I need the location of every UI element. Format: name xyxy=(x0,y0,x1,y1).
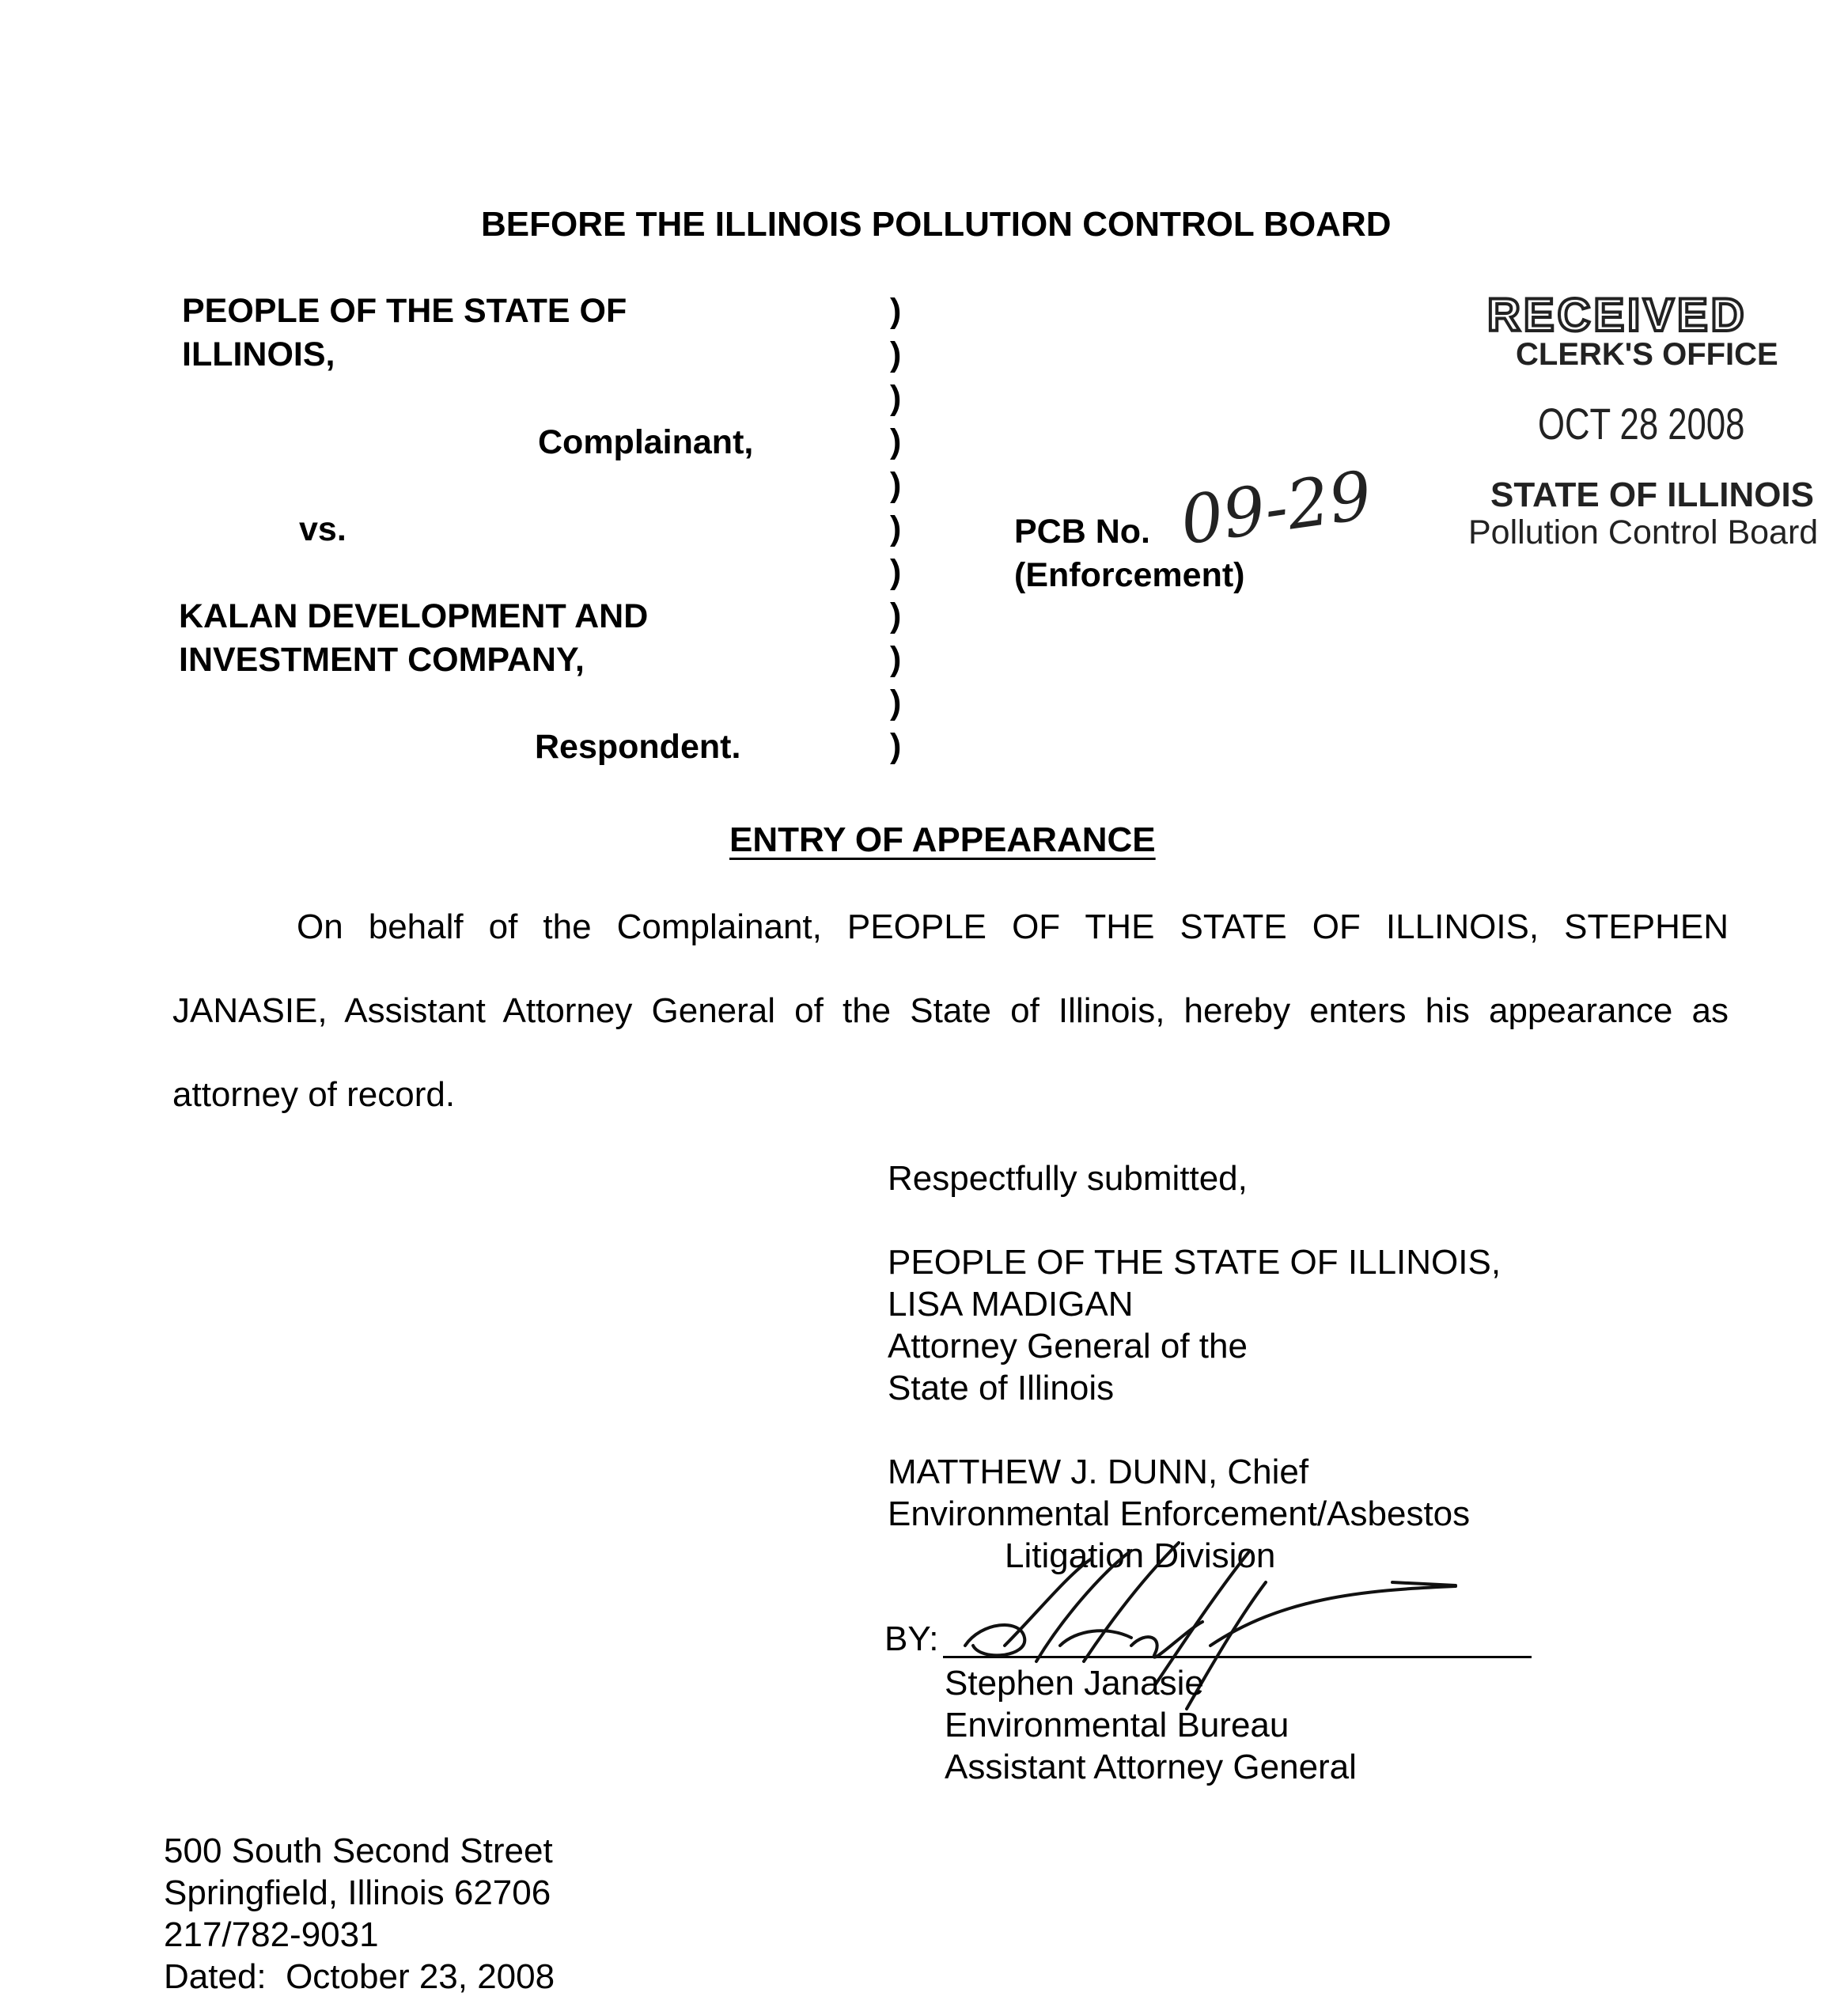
complainant-name-line1: PEOPLE OF THE STATE OF xyxy=(182,292,627,330)
caption-paren: ) xyxy=(890,466,902,504)
caption-paren: ) xyxy=(890,509,902,547)
signer-name: Stephen Janasie xyxy=(945,1664,1204,1703)
signer-title: Assistant Attorney General xyxy=(945,1748,1357,1786)
address-phone: 217/782-9031 xyxy=(164,1915,379,1954)
respondent-role: Respondent. xyxy=(535,728,741,766)
closing: Respectfully submitted, xyxy=(888,1159,1248,1198)
attorney-general-title-line1: Attorney General of the xyxy=(888,1327,1248,1366)
case-number-label: PCB No. xyxy=(1014,513,1150,551)
date-line: Dated: October 23, 2008 xyxy=(164,1957,555,1996)
received-stamp-office: CLERK'S OFFICE xyxy=(1516,337,1778,372)
attorney-general-name: LISA MADIGAN xyxy=(888,1285,1134,1324)
caption-paren: ) xyxy=(890,597,902,634)
complainant-role: Complainant, xyxy=(538,423,754,461)
document-title: BEFORE THE ILLINOIS POLLUTION CONTROL BOARD xyxy=(481,205,1392,244)
case-number-handwritten: 09-29 xyxy=(1176,456,1377,560)
respondent-name-line1: KALAN DEVELOPMENT AND xyxy=(179,597,649,635)
by-label: BY: xyxy=(884,1619,939,1658)
caption-paren: ) xyxy=(890,422,902,460)
received-stamp-date: OCT 28 2008 xyxy=(1538,399,1745,449)
entry-heading: ENTRY OF APPEARANCE xyxy=(729,820,1156,859)
party-name: PEOPLE OF THE STATE OF ILLINOIS, xyxy=(888,1243,1502,1282)
attorney-general-title-line2: State of Illinois xyxy=(888,1369,1115,1407)
complainant-name-line2: ILLINOIS, xyxy=(182,335,335,373)
body-line-2: JANASIE, Assistant Attorney General of the State of Illinois, hereby enters his appearance as xyxy=(172,991,1729,1030)
caption-paren: ) xyxy=(890,727,902,765)
caption-paren: ) xyxy=(890,379,902,417)
body-line-1: On behalf of the Complainant, PEOPLE OF THE STATE OF ILLINOIS, STEPHEN xyxy=(297,907,1729,946)
division-name-line1: Environmental Enforcement/Asbestos xyxy=(888,1494,1471,1533)
caption-paren: ) xyxy=(890,335,902,373)
received-stamp-title: RECEIVED xyxy=(1487,290,1748,341)
division-name-line2: Litigation Division xyxy=(1005,1536,1276,1575)
address-city: Springfield, Illinois 62706 xyxy=(164,1873,551,1912)
versus-label: vs. xyxy=(299,510,346,548)
respondent-name-line2: INVESTMENT COMPANY, xyxy=(179,641,585,679)
division-chief: MATTHEW J. DUNN, Chief xyxy=(888,1453,1309,1491)
caption-paren: ) xyxy=(890,640,902,678)
case-type: (Enforcement) xyxy=(1014,556,1245,594)
caption-paren: ) xyxy=(890,292,902,330)
caption-paren: ) xyxy=(890,553,902,591)
body-line-3: attorney of record. xyxy=(172,1075,456,1114)
caption-paren: ) xyxy=(890,684,902,722)
received-stamp-board: Pollution Control Board xyxy=(1468,513,1819,551)
received-stamp-state: STATE OF ILLINOIS xyxy=(1490,475,1815,514)
address-street: 500 South Second Street xyxy=(164,1831,553,1870)
signer-bureau: Environmental Bureau xyxy=(945,1706,1289,1744)
